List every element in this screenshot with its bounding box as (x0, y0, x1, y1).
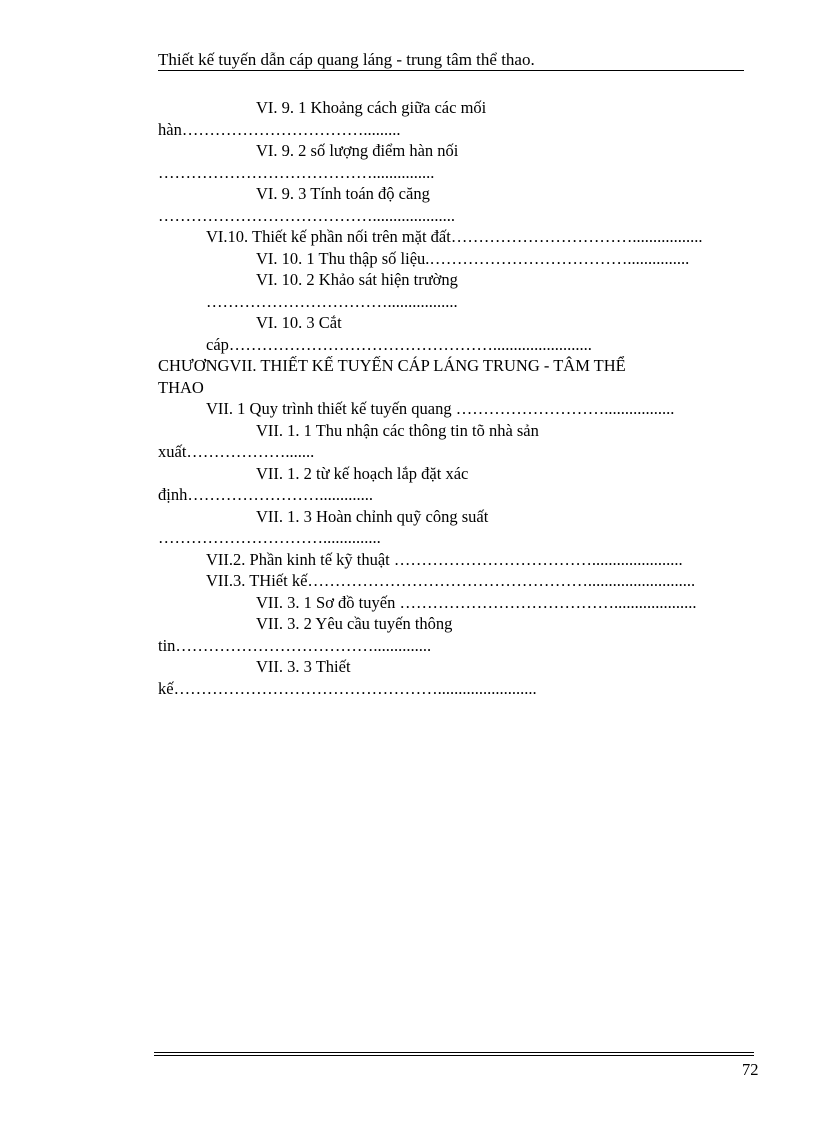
footer-rule-bottom (154, 1055, 754, 1056)
toc-chapter-heading: CHƯƠNGVII. THIẾT KẾ TUYẾN CÁP LÁNG TRUNG - TÂM THỂ (158, 356, 626, 375)
footer-rule-top (154, 1052, 754, 1053)
header-rule (158, 70, 744, 71)
toc-entry: tin……………………………….............. (158, 636, 432, 655)
toc-entry: VI. 9. 3 Tính toán độ căng (256, 184, 430, 203)
toc-entry: VII.3. THiết kế…………………………………………….......................... (206, 571, 696, 590)
toc-entry: ……………………………................. (206, 292, 458, 311)
page-header-title: Thiết kế tuyến dẫn cáp quang láng - trung tâm thể thao. (158, 50, 535, 69)
toc-entry: hàn……………………………......... (158, 120, 401, 139)
toc-entry: VI. 10. 1 Thu thập số liệu.………………………………............... (256, 249, 690, 268)
toc-entry: VI.10. Thiết kế phần nối trên mặt đất……………………………................. (206, 227, 703, 246)
toc-entry: kế…………………………………………........................ (158, 679, 537, 698)
toc-entry: VI. 9. 1 Khoảng cách giữa các mối (256, 98, 487, 117)
toc-entry: VII. 3. 2 Yêu cầu tuyến thông (256, 614, 453, 633)
toc-entry: VII. 3. 1 Sơ đồ tuyến ………………………………….................... (256, 593, 697, 612)
toc-entry: ………………………….............. (158, 528, 381, 547)
toc-entry: VI. 10. 2 Khảo sát hiện trường (256, 270, 458, 289)
page-number: 72 (742, 1060, 759, 1079)
toc-chapter-heading: THAO (158, 378, 204, 397)
toc-entry: cáp…………………………………………........................ (206, 335, 592, 354)
toc-entry: VII. 1 Quy trình thiết kế tuyến quang ………………………................. (206, 399, 675, 418)
toc-entry: định……………………............. (158, 485, 373, 504)
toc-entry: …………………………………............... (158, 163, 435, 182)
toc-entry: VII. 1. 1 Thu nhận các thông tin tõ nhà sản (256, 421, 539, 440)
toc-entry: VII.2. Phần kinh tế kỹ thuật ………………………………...................... (206, 550, 683, 569)
toc-entry: VII. 1. 2 từ kế hoạch lắp đặt xác (256, 464, 469, 483)
toc-entry: VII. 1. 3 Hoàn chỉnh quỹ công suất (256, 507, 489, 526)
toc-entry: VII. 3. 3 Thiết (256, 657, 351, 676)
toc-entry: VI. 10. 3 Cắt (256, 313, 342, 332)
toc-entry: VI. 9. 2 số lượng điểm hàn nối (256, 141, 459, 160)
toc-entry: xuất………………....... (158, 442, 315, 461)
toc-entry: ………………………………….................... (158, 206, 455, 225)
